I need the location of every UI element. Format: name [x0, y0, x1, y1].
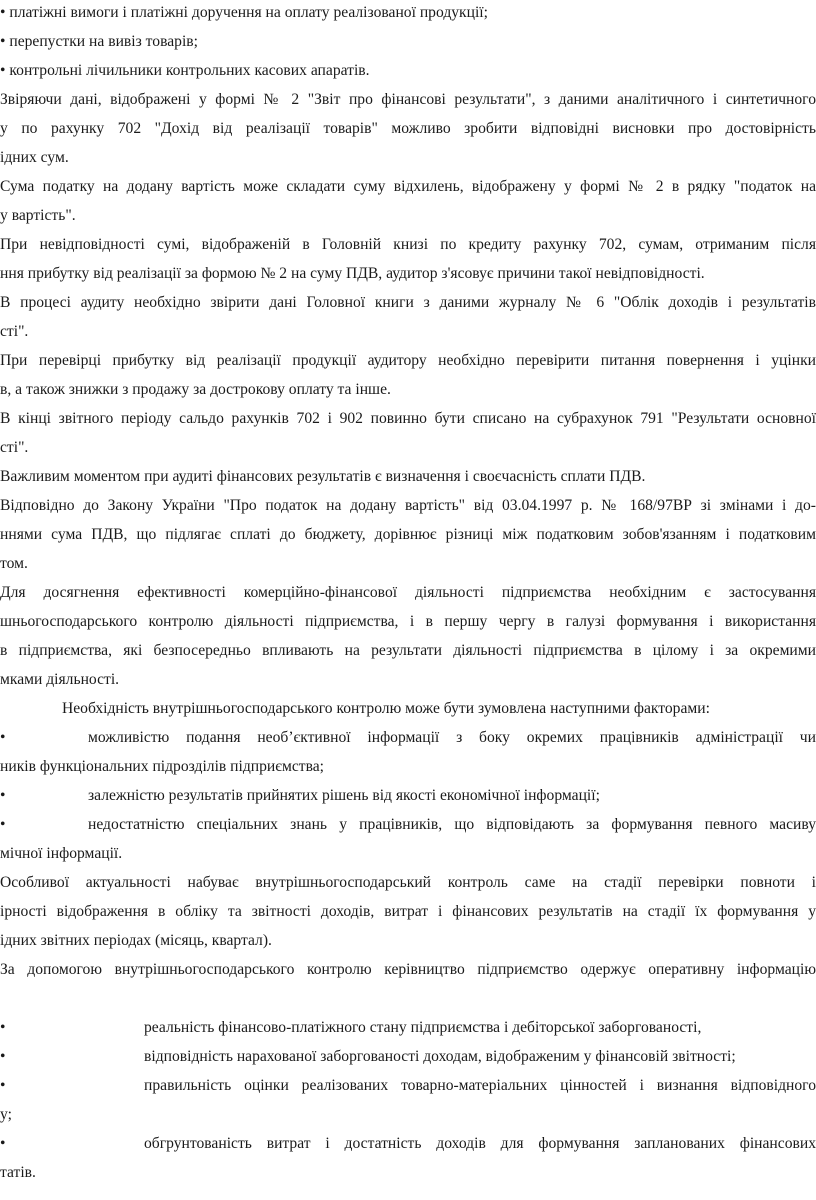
paragraph-line: том. — [0, 555, 28, 572]
paragraph-line: ння прибутку від реалізації за формою № 2 на суму ПДВ, аудитор з'ясовує причини такої невідповідності. — [0, 265, 705, 282]
paragraph-line: у; — [0, 1106, 12, 1123]
list-item-text: відповідність нарахованої заборгованості доходам, відображеним у фінансовій звітності; — [144, 1048, 736, 1065]
list-item — [0, 1047, 816, 1067]
list-item: • перепустки на вивіз товарів; — [0, 33, 198, 50]
list-item — [0, 1076, 816, 1096]
paragraph-line: Особливої актуальності набуває внутрішньогосподарський контроль саме на стадії перевірки повноти і — [0, 874, 816, 891]
paragraph-line: Звіряючи дані, відображені у формі № 2 "Звіт про фінансові результати", з даними аналітичного і синтетичного — [0, 91, 816, 108]
list-item-text: залежністю результатів прийнятих рішень від якості економічної інформації; — [88, 787, 600, 804]
paragraph-line: Для досягнення ефективності комерційно-фінансової діяльності підприємства необхідним є застосування — [0, 584, 816, 601]
list-item-text: недостатністю спеціальних знань у працівників, що відповідають за формування певного масиву — [88, 816, 816, 833]
paragraph-line: мічної інформації. — [0, 845, 123, 862]
list-item-text: можливістю подання необ’єктивної інформації з боку окремих працівників адміністрації чи — [88, 729, 816, 746]
list-item-text: реальність фінансово-платіжного стану підприємства і дебіторської заборгованості, — [144, 1019, 702, 1036]
paragraph-line: в, а також знижки з продажу за дострокову оплату та інше. — [0, 381, 391, 398]
list-item: • платіжні вимоги і платіжні доручення на оплату реалізованої продукції; — [0, 4, 488, 21]
bullet: • — [0, 787, 6, 804]
paragraph-line: шньогосподарського контролю діяльності підприємства, і в першу чергу в галузі формування і використання — [0, 613, 816, 630]
paragraph-line: у по рахунку 702 "Дохід від реалізації товарів" можливо зробити відповідні висновки про достовірність — [0, 120, 816, 137]
list-item — [0, 815, 816, 835]
paragraph-line: ників функціональних підрозділів підприємства; — [0, 758, 324, 775]
paragraph-line: При невідповідності сумі, відображеній в Головній книзі по кредиту рахунку 702, сумам, отриманим після — [0, 236, 816, 253]
paragraph-line: Відповідно до Закону України "Про податок на додану вартість" від 03.04.1997 р. № 168/97ВР зі змінами і до- — [0, 497, 816, 514]
bullet: • — [0, 729, 6, 746]
list-item — [0, 728, 816, 748]
paragraph-line: у вартість". — [0, 207, 76, 224]
paragraph-line: в підприємства, які безпосередньо впливають на результати діяльності підприємства в цілому і за окремими — [0, 642, 816, 659]
paragraph-line: За допомогою внутрішньогосподарського контролю керівництво підприємство одержує оперативну інформацію — [0, 961, 816, 978]
list-item — [0, 1134, 816, 1154]
paragraph-line: ідних сум. — [0, 149, 69, 166]
list-item: • контрольні лічильники контрольних касових апаратів. — [0, 62, 370, 79]
list-item-text: правильність оцінки реалізованих товарно-матеріальних цінностей і визнання відповідного — [144, 1077, 816, 1094]
paragraph-line: сті". — [0, 323, 29, 340]
paragraph-line: ірності відображення в обліку та звітності доходів, витрат і фінансових результатів на стадії їх формування у — [0, 903, 816, 920]
paragraph-line: В процесі аудиту необхідно звірити дані Головної книги з даними журналу № 6 "Облік доходів і результатів — [0, 294, 816, 311]
list-item — [0, 786, 816, 806]
paragraph-line: ідних звітних періодах (місяць, квартал). — [0, 932, 272, 949]
paragraph-line: Важливим моментом при аудиті фінансових результатів є визначення і своєчасність сплати ПДВ. — [0, 468, 646, 485]
list-item — [0, 1018, 816, 1038]
paragraph-line: татів. — [0, 1164, 36, 1181]
paragraph-line: Сума податку на додану вартість може складати суму відхилень, відображену у формі № 2 в рядку "податок на — [0, 178, 816, 195]
list-item-text: обгрунтованість витрат і достатність доходів для формування запланованих фінансових — [144, 1135, 816, 1152]
bullet: • — [0, 1077, 6, 1094]
paragraph-line: сті". — [0, 439, 29, 456]
paragraph-line: При перевірці прибутку від реалізації продукції аудитору необхідно перевірити питання повернення і уцінки — [0, 352, 816, 369]
bullet: • — [0, 1135, 6, 1152]
section-intro: Необхідність внутрішньогосподарського контролю може бути зумовлена наступними факторами: — [62, 700, 710, 717]
bullet: • — [0, 1019, 6, 1036]
bullet: • — [0, 1048, 6, 1065]
paragraph-line: мками діяльності. — [0, 671, 120, 688]
bullet: • — [0, 816, 6, 833]
paragraph-line: ннями сума ПДВ, що підлягає сплаті до бюджету, дорівнює різниці між податковим зобов'язанням і податковим — [0, 526, 816, 543]
paragraph-line: В кінці звітного періоду сальдо рахунків 702 і 902 повинно бути списано на субрахунок 791 "Результати основної — [0, 410, 816, 427]
